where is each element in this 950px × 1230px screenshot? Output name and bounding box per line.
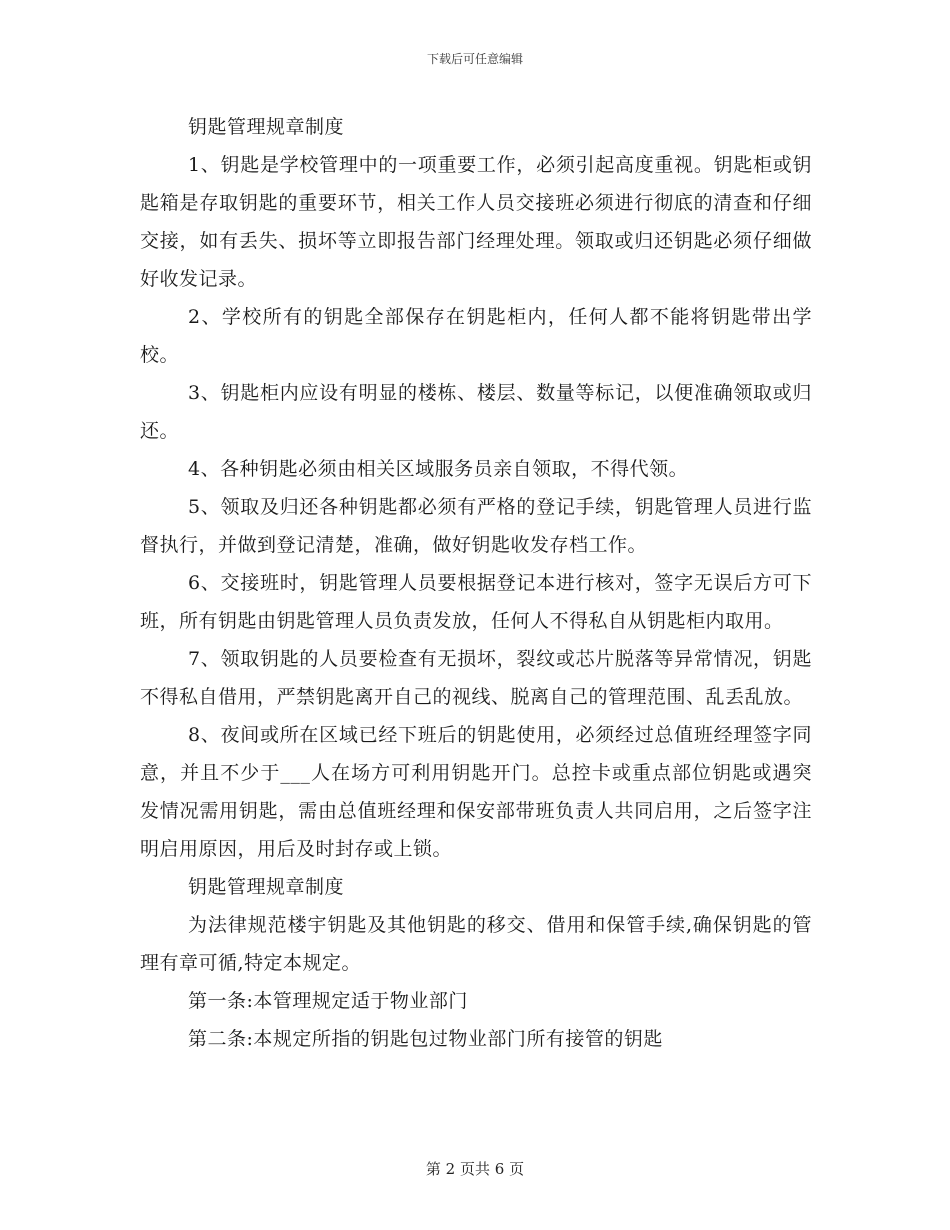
paragraph-5: 5、领取及归还各种钥匙都必须有严格的登记手续，钥匙管理人员进行监督执行，并做到登记清楚，准确，做好钥匙收发存档工作。 xyxy=(140,496,812,556)
article-1: 第一条:本管理规定适于物业部门 xyxy=(188,990,468,1012)
document-body xyxy=(140,108,812,1058)
paragraph-7: 7、领取钥匙的人员要检查有无损坏，裂纹或芯片脱落等异常情况，钥匙不得私自借用，严禁钥匙离开自己的视线、脱离自己的管理范围、乱丢乱放。 xyxy=(140,648,812,708)
paragraph-3: 3、钥匙柜内应设有明显的楼栋、楼层、数量等标记，以便准确领取或归还。 xyxy=(140,382,812,442)
paragraph-4: 4、各种钥匙必须由相关区域服务员亲自领取，不得代领。 xyxy=(188,458,689,480)
section-title: 钥匙管理规章制度 xyxy=(188,116,345,138)
section-title-2: 钥匙管理规章制度 xyxy=(188,876,345,898)
paragraph-6: 6、交接班时，钥匙管理人员要根据登记本进行核对，签字无误后方可下班，所有钥匙由钥匙管理人员负责发放，任何人不得私自从钥匙柜内取用。 xyxy=(140,572,812,632)
article-2: 第二条:本规定所指的钥匙包过物业部门所有接管的钥匙 xyxy=(188,1028,663,1050)
page-header: 下载后可任意编辑 xyxy=(426,52,523,66)
paragraph-1: 1、钥匙是学校管理中的一项重要工作，必须引起高度重视。钥匙柜或钥匙箱是存取钥匙的重要环节，相关工作人员交接班必须进行彻底的清查和仔细交接，如有丢失、损坏等立即报告部门经理处理。领取或归还钥匙必须仔细做好收发记录。 xyxy=(140,154,812,290)
paragraph-intro: 为法律规范楼宇钥匙及其他钥匙的移交、借用和保管手续,确保钥匙的管理有章可循,特定本规定。 xyxy=(140,914,812,974)
paragraph-2: 2、学校所有的钥匙全部保存在钥匙柜内，任何人都不能将钥匙带出学校。 xyxy=(140,306,812,366)
page-number: 第 2 页共 6 页 xyxy=(425,1160,525,1178)
paragraph-8: 8、夜间或所在区域已经下班后的钥匙使用，必须经过总值班经理签字同意，并且不少于___人在场方可利用钥匙开门。总控卡或重点部位钥匙或遇突发情况需用钥匙，需由总值班经理和保安部带班负责人共同启用，之后签字注明启用原因，用后及时封存或上锁。 xyxy=(140,724,812,860)
